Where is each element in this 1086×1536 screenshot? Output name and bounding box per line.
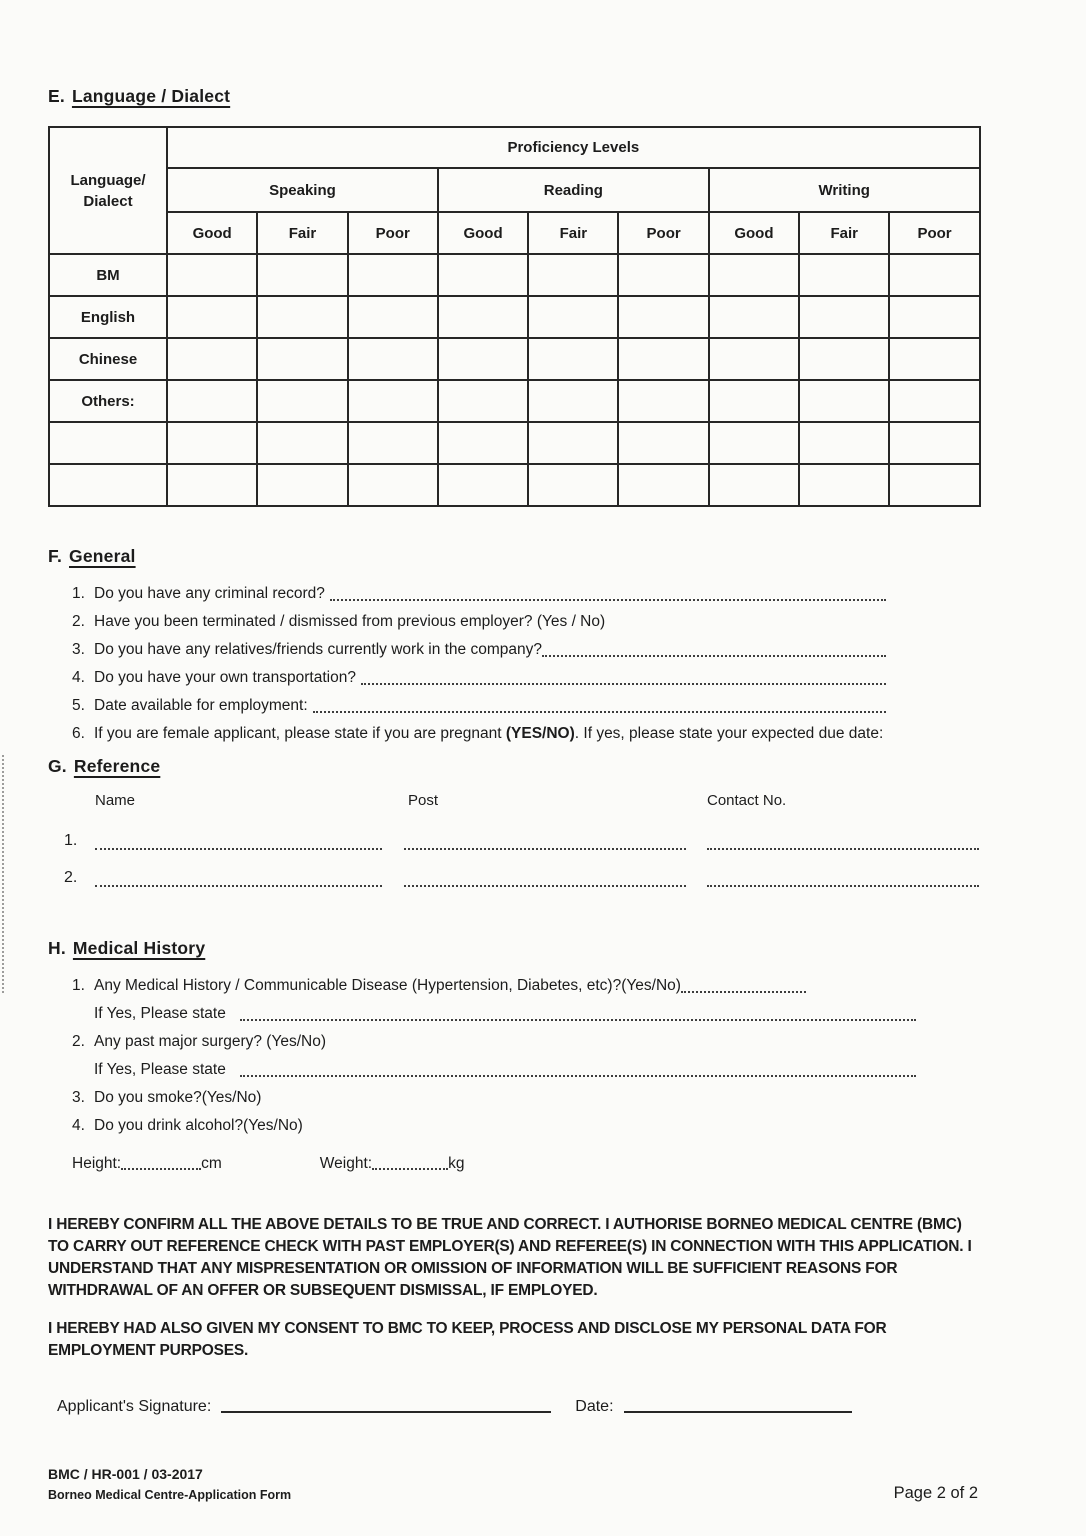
answer-line — [240, 1075, 916, 1077]
corner-header-cell — [49, 127, 167, 254]
corner-header-line1: Language/ — [70, 171, 146, 189]
section-g-title: Reference — [73, 756, 161, 776]
proficiency-cell — [799, 338, 889, 380]
language-label — [49, 464, 167, 506]
date-label: Date: — [575, 1398, 614, 1415]
proficiency-cell — [348, 422, 438, 464]
question-number: 3. — [72, 641, 85, 658]
question-number: 1. — [72, 977, 85, 994]
question-text — [94, 723, 883, 745]
question-number: 2. — [72, 1033, 85, 1050]
footer-left — [48, 1466, 291, 1502]
question-number: 4. — [72, 669, 85, 686]
proficiency-cell — [709, 422, 799, 464]
proficiency-cell — [438, 422, 528, 464]
question-number: 2. — [72, 613, 85, 630]
proficiency-cell — [257, 464, 347, 506]
scan-edge-artifact — [2, 755, 4, 993]
proficiency-cell — [618, 338, 708, 380]
proficiency-cell — [348, 338, 438, 380]
proficiency-cell — [348, 380, 438, 422]
height-line — [121, 1168, 201, 1170]
followup-text: If Yes, Please state — [94, 1005, 226, 1022]
table-row-bm — [49, 254, 980, 296]
reference-row-number: 1. — [64, 832, 78, 849]
question-number: 4. — [72, 1117, 85, 1134]
reference-row-number: 2. — [64, 869, 78, 886]
table-row-english — [49, 296, 980, 338]
section-f-title: General — [69, 546, 136, 566]
reference-contact-column: Contact No. — [707, 792, 787, 809]
section-f-letter: F. — [48, 546, 63, 566]
section-g-heading — [48, 756, 160, 777]
section-e-title: Language / Dialect — [71, 86, 231, 106]
answer-line — [361, 683, 886, 685]
height-label: Height: — [72, 1155, 122, 1172]
declaration-paragraph-2: I HEREBY HAD ALSO GIVEN MY CONSENT TO BMC TO KEEP, PROCESS AND DISCLOSE MY PERSONAL DATA FOR EMPLOYMENT PURPOSES. — [48, 1319, 887, 1359]
proficiency-cell — [709, 254, 799, 296]
proficiency-cell — [799, 254, 889, 296]
proficiency-cell — [889, 464, 979, 506]
weight-unit: kg — [448, 1155, 465, 1172]
writing-good-header: Good — [709, 212, 799, 254]
height-weight-row — [48, 1155, 916, 1173]
table-row-others — [49, 380, 980, 422]
table-row-blank — [49, 422, 980, 464]
reading-header: Reading — [438, 168, 709, 212]
reading-poor-header: Poor — [618, 212, 708, 254]
proficiency-cell — [257, 254, 347, 296]
proficiency-cell — [709, 380, 799, 422]
section-h-title: Medical History — [72, 938, 206, 958]
question-date-available — [48, 695, 886, 717]
proficiency-cell — [799, 296, 889, 338]
question-transportation — [48, 667, 886, 689]
proficiency-cell — [889, 296, 979, 338]
section-f — [48, 546, 886, 751]
proficiency-cell — [167, 422, 257, 464]
question-pregnant — [48, 723, 1038, 745]
proficiency-cell — [528, 254, 618, 296]
reference-post-line — [404, 885, 686, 887]
applicant-signature-label: Applicant's Signature: — [57, 1398, 212, 1415]
speaking-header: Speaking — [167, 168, 438, 212]
answer-line — [542, 655, 886, 657]
speaking-good-header: Good — [167, 212, 257, 254]
proficiency-cell — [528, 338, 618, 380]
question-yes-no-bold: (YES/NO) — [505, 725, 575, 742]
question-number: 6. — [72, 725, 85, 742]
proficiency-cell — [889, 254, 979, 296]
question-alcohol — [48, 1115, 916, 1137]
height-unit: cm — [201, 1155, 222, 1172]
proficiency-cell — [618, 296, 708, 338]
language-dialect-table — [48, 126, 981, 507]
proficiency-cell — [799, 380, 889, 422]
proficiency-cell — [257, 422, 347, 464]
speaking-poor-header: Poor — [348, 212, 438, 254]
reference-name-line — [95, 848, 382, 850]
question-text: Any Medical History / Communicable Disease (Hypertension, Diabetes, etc)?(Yes/No) — [94, 977, 681, 994]
form-code: BMC / HR-001 / 03-2017 — [48, 1466, 203, 1482]
question-text: Do you have your own transportation? — [94, 669, 356, 686]
question-text-after: . If yes, please state your expected due date: — [574, 725, 884, 742]
section-h-letter: H. — [48, 938, 66, 958]
language-label: Chinese — [49, 338, 167, 380]
proficiency-cell — [618, 422, 708, 464]
reference-name-column: Name — [95, 792, 136, 809]
language-label: Others: — [49, 380, 167, 422]
proficiency-cell — [528, 422, 618, 464]
proficiency-cell — [438, 296, 528, 338]
reading-good-header: Good — [438, 212, 528, 254]
writing-fair-header: Fair — [799, 212, 889, 254]
corner-header-line2: Dialect — [83, 192, 133, 210]
proficiency-cell — [167, 338, 257, 380]
question-surgery-followup — [48, 1059, 916, 1081]
proficiency-cell — [438, 254, 528, 296]
answer-line — [240, 1019, 916, 1021]
signature-row — [48, 1398, 978, 1416]
date-line — [624, 1411, 852, 1413]
question-smoke — [48, 1087, 916, 1109]
reference-post-column: Post — [408, 792, 439, 809]
proficiency-cell — [889, 422, 979, 464]
proficiency-cell — [618, 380, 708, 422]
question-terminated — [48, 611, 886, 633]
proficiency-cell — [438, 338, 528, 380]
section-f-heading — [48, 546, 886, 567]
question-number: 1. — [72, 585, 85, 602]
section-h-heading — [48, 938, 916, 959]
proficiency-cell — [167, 296, 257, 338]
table-row-chinese — [49, 338, 980, 380]
reference-contact-line — [707, 885, 979, 887]
proficiency-cell — [167, 254, 257, 296]
proficiency-cell — [167, 464, 257, 506]
proficiency-cell — [348, 254, 438, 296]
question-medical-history-followup — [48, 1003, 916, 1025]
question-surgery — [48, 1031, 916, 1053]
proficiency-cell — [709, 338, 799, 380]
question-text: Any past major surgery? (Yes/No) — [94, 1033, 327, 1050]
proficiency-cell — [799, 422, 889, 464]
signature-line — [221, 1411, 551, 1413]
question-number: 3. — [72, 1089, 85, 1106]
section-h — [48, 938, 916, 1173]
question-text: Do you smoke?(Yes/No) — [94, 1089, 262, 1106]
proficiency-cell — [438, 464, 528, 506]
section-e-letter: E. — [48, 86, 65, 106]
proficiency-cell — [709, 464, 799, 506]
answer-line — [681, 991, 806, 993]
weight-line — [372, 1168, 448, 1170]
proficiency-cell — [799, 464, 889, 506]
proficiency-cell — [257, 296, 347, 338]
section-g-letter: G. — [48, 756, 67, 776]
speaking-fair-header: Fair — [257, 212, 347, 254]
followup-text: If Yes, Please state — [94, 1061, 226, 1078]
reference-contact-line — [707, 848, 979, 850]
question-text: Do you have any relatives/friends currently work in the company? — [94, 641, 542, 658]
language-label: BM — [49, 254, 167, 296]
proficiency-cell — [618, 464, 708, 506]
language-label — [49, 422, 167, 464]
reading-fair-header: Fair — [528, 212, 618, 254]
proficiency-cell — [889, 380, 979, 422]
proficiency-cell — [167, 380, 257, 422]
question-medical-history — [48, 975, 916, 997]
writing-poor-header: Poor — [889, 212, 979, 254]
question-number: 5. — [72, 697, 85, 714]
question-relatives — [48, 639, 886, 661]
proficiency-cell — [709, 296, 799, 338]
table-row-blank — [49, 464, 980, 506]
proficiency-levels-header: Proficiency Levels — [167, 127, 980, 168]
proficiency-cell — [618, 254, 708, 296]
answer-line — [313, 711, 886, 713]
proficiency-cell — [257, 380, 347, 422]
proficiency-cell — [348, 464, 438, 506]
question-text: Do you drink alcohol?(Yes/No) — [94, 1117, 303, 1134]
question-criminal-record — [48, 583, 886, 605]
weight-label: Weight: — [319, 1155, 373, 1172]
proficiency-cell — [438, 380, 528, 422]
section-g — [48, 756, 978, 906]
form-name: Borneo Medical Centre-Application Form — [48, 1488, 292, 1502]
proficiency-cell — [348, 296, 438, 338]
proficiency-cell — [257, 338, 347, 380]
question-text: Date available for employment: — [94, 697, 308, 714]
declaration — [48, 1214, 976, 1377]
writing-header: Writing — [709, 168, 980, 212]
declaration-paragraph-1: I HEREBY CONFIRM ALL THE ABOVE DETAILS TO BE TRUE AND CORRECT. I AUTHORISE BORNEO MEDICAL CENTRE (BMC) TO CARRY OUT REFERENCE CHECK WITH PAST EMPLOYER(S) AND REFEREE(S) IN CONNECTION WITH THIS APPLICATION. I UNDERSTAND THAT ANY MISPRESENTATION OR OMISSION OF INFORMATION WILL BE SUFFICIENT REASONS FOR WITHDRAWAL OF AN OFFER OR SUBSEQUENT DISMISSAL, IF EMPLOYED. — [48, 1216, 972, 1300]
section-e-heading — [48, 86, 230, 107]
proficiency-cell — [528, 380, 618, 422]
answer-line — [330, 599, 886, 601]
page-indicator: Page 2 of 2 — [893, 1484, 978, 1502]
proficiency-cell — [528, 464, 618, 506]
question-text: Have you been terminated / dismissed from previous employer? (Yes / No) — [94, 613, 606, 630]
question-text-before: If you are female applicant, please state if you are pregnant — [94, 725, 506, 742]
language-label: English — [49, 296, 167, 338]
reference-post-line — [404, 848, 686, 850]
proficiency-cell — [528, 296, 618, 338]
question-text: Do you have any criminal record? — [94, 585, 325, 602]
proficiency-cell — [889, 338, 979, 380]
reference-name-line — [95, 885, 382, 887]
